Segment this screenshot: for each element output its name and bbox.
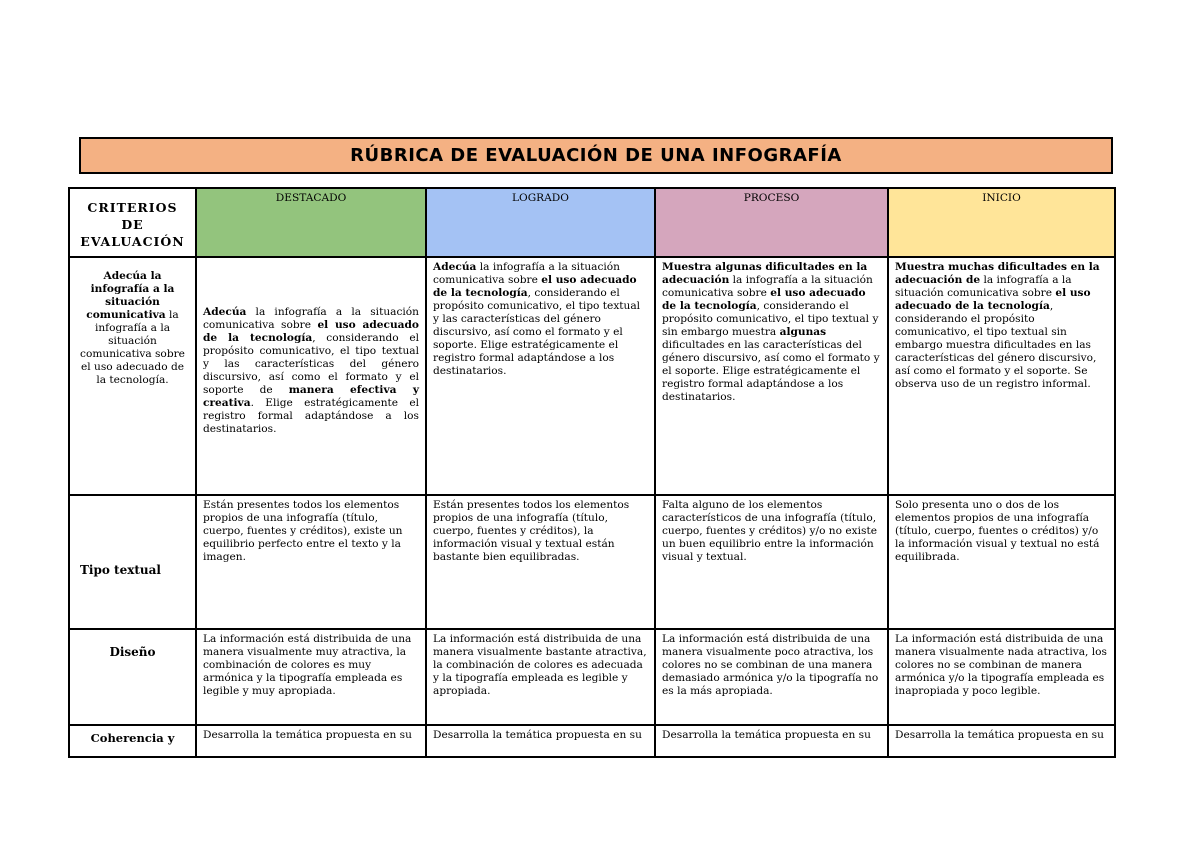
inicio-cell: Muestra muchas dificultades en la adecuación de la infografía a la situación comunicativa sobre el uso adecuado de la tecnología, considerando el propósito comunicativo, el tipo textual sin embargo muestra dificultades en las características del género discursivo, así como el formato y el soporte. Se observa uso de un registro informal. — [888, 257, 1115, 495]
bold-text: el uso adecuado de la tecnología — [895, 287, 1091, 312]
bold-text: Adecúa la infografía a la situación comunicativa — [86, 270, 175, 321]
proceso-cell: Desarrolla la temática propuesta en su — [655, 725, 888, 757]
rubric-title-box — [79, 137, 1113, 174]
logrado-cell: Adecúa la infografía a la situación comunicativa sobre el uso adecuado de la tecnología, considerando el propósito comunicativo, el tipo textual y las características del género discursivo, así como el formato y el soporte. Elige estratégicamente el registro formal adaptándose a los destinatarios. — [426, 257, 655, 495]
rubric-table — [68, 187, 1116, 758]
bold-text: el uso adecuado de la tecnología — [203, 319, 419, 344]
header-destacado: DESTACADO — [196, 188, 426, 257]
criterio-cell: Coherencia y — [69, 725, 196, 757]
criterio-cell: Diseño — [69, 629, 196, 725]
bold-text: algunas — [779, 326, 827, 338]
destacado-cell: Desarrolla la temática propuesta en su — [196, 725, 426, 757]
proceso-cell: Muestra algunas dificultades en la adecuación la infografía a la situación comunicativa sobre el uso adecuado de la tecnología, considerando el propósito comunicativo, el tipo textual y sin embargo muestra algunas dificultades en las características del género discursivo, así como el formato y el soporte. Elige estratégicamente el registro formal adaptándose a los destinatarios. — [655, 257, 888, 495]
logrado-cell: La información está distribuida de una manera visualmente bastante atractiva, la combinación de colores es adecuada y la tipografía empleada es legible y apropiada. — [426, 629, 655, 725]
table-row — [69, 257, 1115, 495]
proceso-cell: La información está distribuida de una manera visualmente poco atractiva, los colores no se combinan de una manera demasiado armónica y/o la tipografía no es la más apropiada. — [655, 629, 888, 725]
header-proceso: PROCESO — [655, 188, 888, 257]
bold-text: el uso adecuado de la tecnología — [433, 274, 637, 299]
criterio-label: Tipo textual — [80, 562, 161, 577]
bold-text: Adecúa — [433, 261, 477, 273]
logrado-cell: Están presentes todos los elementos propios de una infografía (título, cuerpo, fuentes y créditos), la información visual y textual están bastante bien equilibradas. — [426, 495, 655, 629]
table-row — [69, 725, 1115, 757]
inicio-cell: Solo presenta uno o dos de los elementos propios de una infografía (título, cuerpo, fuentes o créditos) y/o la información visual y textual no está equilibrada. — [888, 495, 1115, 629]
criterio-cell: Adecúa la infografía a la situación comunicativa la infografía a la situación comunicativa sobre el uso adecuado de la tecnología. — [69, 257, 196, 495]
destacado-cell: Adecúa la infografía a la situación comunicativa sobre el uso adecuado de la tecnología, considerando el propósito comunicativo, el tipo textual y las características del género discursivo, así como el formato y el soporte de manera efectiva y creativa. Elige estratégicamente el registro formal adaptándose a los destinatarios. — [196, 257, 426, 495]
page-title: RÚBRICA DE EVALUACIÓN DE UNA INFOGRAFÍA — [350, 145, 842, 166]
destacado-cell: Están presentes todos los elementos propios de una infografía (título, cuerpo, fuentes y créditos), existe un equilibrio perfecto entre el texto y la imagen. — [196, 495, 426, 629]
header-row — [69, 188, 1115, 257]
destacado-cell: La información está distribuida de una manera visualmente muy atractiva, la combinación de colores es muy armónica y la tipografía empleada es legible y muy apropiada. — [196, 629, 426, 725]
bold-text: Muestra algunas dificultades en la adecuación — [662, 261, 868, 286]
bold-text: Muestra muchas dificultades en la adecuación de — [895, 261, 1100, 286]
header-inicio: INICIO — [888, 188, 1115, 257]
criterio-cell — [69, 495, 196, 629]
bold-text: manera efectiva y creativa — [203, 384, 419, 409]
proceso-cell: Falta alguno de los elementos característicos de una infografía (título, cuerpo, fuentes y créditos) y/o no existe un buen equilibrio entre la información visual y textual. — [655, 495, 888, 629]
header-logrado: LOGRADO — [426, 188, 655, 257]
bold-text: Adecúa — [203, 306, 247, 318]
table-row — [69, 629, 1115, 725]
header-criterios: CRITERIOS DE EVALUACIÓN — [69, 188, 196, 257]
table-row — [69, 495, 1115, 629]
inicio-cell: Desarrolla la temática propuesta en su — [888, 725, 1115, 757]
inicio-cell: La información está distribuida de una manera visualmente nada atractiva, los colores no se combinan de manera armónica y/o la tipografía empleada es inapropiada y poco legible. — [888, 629, 1115, 725]
bold-text: el uso adecuado de la tecnología — [662, 287, 866, 312]
logrado-cell: Desarrolla la temática propuesta en su — [426, 725, 655, 757]
